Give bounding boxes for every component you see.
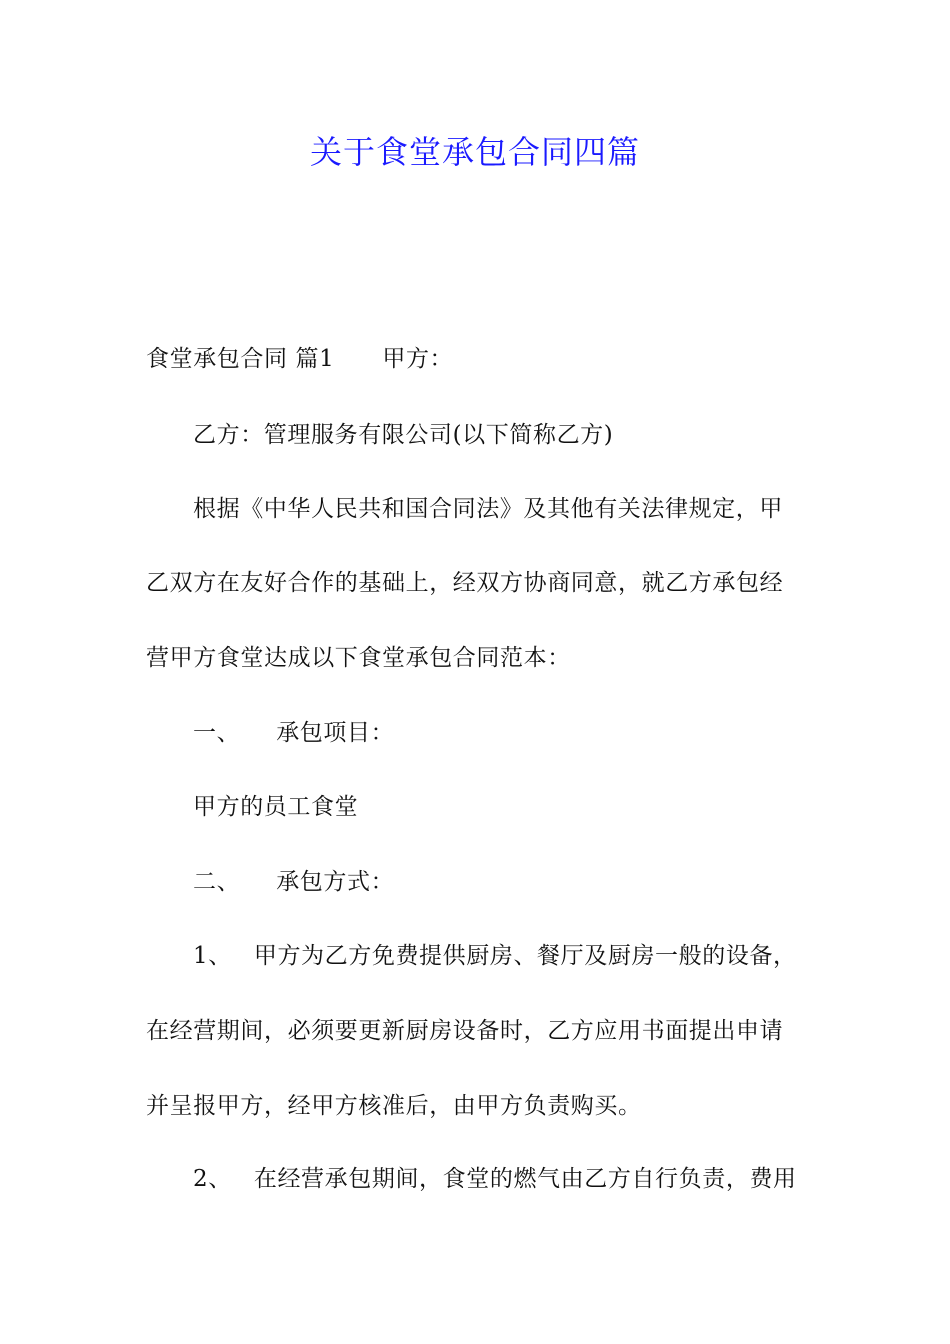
preamble-line-3: 营甲方食堂达成以下食堂承包合同范本： (146, 645, 571, 671)
party-b-line: 乙方：管理服务有限公司(以下简称乙方) (193, 422, 614, 448)
item-1-line-2: 在经营期间，必须要更新厨房设备时，乙方应用书面提出申请 (146, 1018, 784, 1044)
section-2-label: 承包方式： (276, 869, 395, 895)
item-2-number: 2、 (193, 1166, 232, 1192)
item-1-line-3: 并呈报甲方，经甲方核准后，由甲方负责购买。 (146, 1093, 642, 1119)
item-1-first-line (193, 940, 797, 972)
section-2-heading (193, 866, 394, 898)
heading-line (146, 343, 453, 375)
item-1-text: 甲方为乙方免费提供厨房、餐厅及厨房一般的设备， (253, 943, 797, 969)
section-1-heading (193, 717, 394, 749)
item-1-number: 1、 (193, 943, 232, 969)
section-1-label: 承包项目： (276, 720, 395, 746)
section-1-body: 甲方的员工食堂 (193, 794, 359, 820)
item-2-text: 在经营承包期间，食堂的燃气由乙方自行负责，费用 (253, 1166, 797, 1192)
item-2-first-line (193, 1163, 797, 1195)
contract-heading: 食堂承包合同 篇1 (146, 346, 335, 372)
section-2-number: 二、 (193, 869, 241, 895)
party-a-label: 甲方： (382, 346, 454, 372)
preamble-line-1: 根据《中华人民共和国合同法》及其他有关法律规定，甲 (193, 496, 783, 522)
preamble-line-2: 乙双方在友好合作的基础上，经双方协商同意，就乙方承包经 (146, 570, 784, 596)
section-1-number: 一、 (193, 720, 241, 746)
document-title: 关于食堂承包合同四篇 (309, 133, 640, 171)
